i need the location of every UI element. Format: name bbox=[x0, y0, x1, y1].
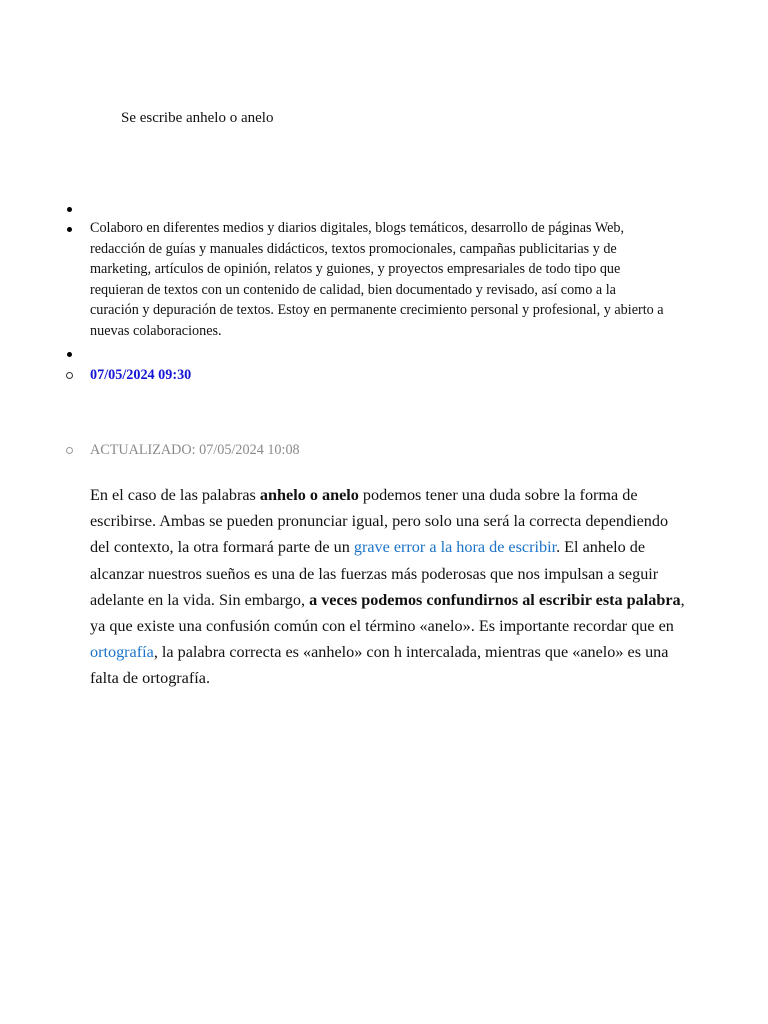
ortografia-link[interactable]: ortografía bbox=[90, 643, 154, 662]
author-meta-list bbox=[0, 198, 768, 460]
text-run: , la palabra correcta es «anhelo» con h intercalada, mientras que «anelo» es una falta de ortografía. bbox=[90, 643, 669, 688]
circle-bullet-icon bbox=[66, 372, 73, 379]
updated-date: ACTUALIZADO: 07/05/2024 10:08 bbox=[90, 441, 300, 458]
text-run: podemos tener una duda sobre la forma de escribirse. Ambas se pueden pronunciar igual, pero solo una será la correcta dependiendo del contexto, la otra formará parte de un bbox=[90, 486, 669, 557]
list-item-empty bbox=[0, 198, 768, 218]
list-item-empty bbox=[0, 342, 768, 365]
publish-date-link[interactable]: 07/05/2024 09:30 bbox=[90, 366, 192, 383]
bullet-icon bbox=[67, 207, 72, 212]
bullet-icon bbox=[67, 352, 72, 357]
publish-date-item bbox=[0, 365, 768, 385]
text-run: En el caso de las palabras bbox=[90, 486, 260, 504]
circle-bullet-icon bbox=[66, 447, 73, 454]
updated-date-item bbox=[0, 440, 768, 460]
author-bio-item bbox=[0, 218, 768, 342]
bold-keyword: anhelo o anelo bbox=[259, 486, 359, 504]
text-run: , ya que existe una confusión común con el término «anelo». Es importante recordar que en bbox=[90, 590, 685, 636]
bold-phrase: a veces podemos confundirnos al escribir esta palabra bbox=[309, 590, 681, 609]
page-title: Se escribe anhelo o anelo bbox=[121, 110, 274, 126]
author-bio: Colaboro en diferentes medios y diarios digitales, blogs temáticos, desarrollo de páginas Web, redacción de guías y manuales didácticos, textos promocionales, campañas publicitarias y de marketing, artículos de opinión, relatos y guiones, y proyectos empresariales de todo tipo que requieran de textos con un contenido de calidad, bien documentado y revisado, así como a la curación y depuración de textos. Estoy en permanente crecimiento personal y profesional, y abierto a nuevas colaboraciones. bbox=[90, 220, 664, 339]
article-paragraph bbox=[90, 482, 690, 692]
article-body bbox=[90, 482, 690, 692]
bullet-icon bbox=[67, 227, 72, 232]
grave-error-link[interactable]: grave error a la hora de escribir bbox=[353, 538, 557, 557]
text-run: . El anhelo de alcanzar nuestros sueños es una de las fuerzas más poderosas que nos impulsan a seguir adelante en la vida. Sin embargo, bbox=[90, 538, 659, 609]
